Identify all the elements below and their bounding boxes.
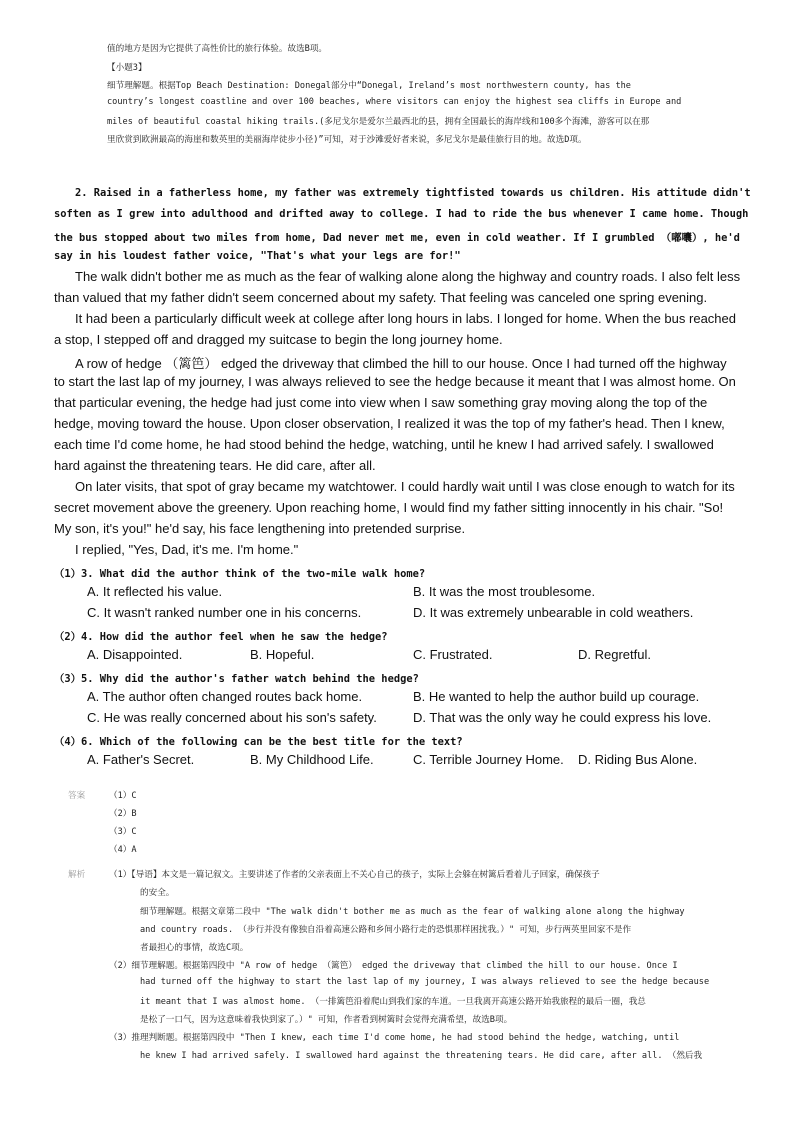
question-stem: （3）5. Why did the author's father watch behind the hedge? [54, 673, 419, 685]
explanation-line: miles of beautiful coastal hiking trails.(多尼戈尔是爱尔兰最西北的县，拥有全国最长的海岸线和100多个海滩，游客可以在那 [107, 117, 650, 127]
analysis-line: 细节理解题。根据文章第二段中 "The walk didn't bother me as much as the fear of walking alone along the highway [140, 907, 685, 917]
passage-line: The walk didn't bother me as much as the fear of walking alone along the highway and country roads. I also felt less [75, 269, 741, 284]
option-b[interactable]: B. He wanted to help the author build up courage. [413, 689, 700, 704]
analysis-line: had turned off the highway to start the last lap of my journey, I was always relieved to see the hedge because [140, 977, 710, 987]
passage-line: On later visits, that spot of gray became my watchtower. I could hardly wait until I was close enough to watch for its [75, 479, 735, 494]
passage-line: A row of hedge （篱笆） edged the driveway that climbed the hill to our house. Once I had turned off the highway [75, 356, 727, 371]
explanation-line: 值的地方是因为它提供了高性价比的旅行体验。故选B项。 [107, 44, 328, 54]
option-d[interactable]: D. It was extremely unbearable in cold weathers. [413, 605, 694, 620]
passage-line: to start the last lap of my journey, I was always relieved to see the hedge because it meant that I was almost home. On [54, 374, 736, 389]
option-b[interactable]: B. Hopeful. [250, 647, 315, 662]
option-a[interactable]: A. Disappointed. [87, 647, 183, 662]
explanation-line: 里欣赏到欧洲最高的海崖和数英里的美丽海岸徒步小径)”可知，对于沙滩爱好者来说，多尼戈尔是最佳旅行目的地。故选D项。 [107, 135, 587, 145]
option-b[interactable]: B. It was the most troublesome. [413, 584, 596, 599]
analysis-line: and country roads. （步行并没有像独自沿着高速公路和乡间小路行走的恐惧那样困扰我。）" 可知，步行两英里回家不是作 [140, 925, 632, 935]
question-stem: （4）6. Which of the following can be the best title for the text? [54, 736, 463, 748]
analysis-line: （2）细节理解题。根据第四段中 "A row of hedge （篱笆） edged the driveway that climbed the hill to our house. Once I [109, 961, 678, 971]
analysis-line: 的安全。 [140, 888, 175, 898]
answer-item: （2）B [109, 809, 137, 819]
option-c[interactable]: C. It wasn't ranked number one in his concerns. [87, 605, 362, 620]
option-c[interactable]: C. Frustrated. [413, 647, 493, 662]
analysis-label: 解析 [68, 870, 86, 880]
passage-intro-line: say in his loudest father voice, "That's what your legs are for!" [54, 250, 461, 262]
passage-line: a stop, I stepped off and dragged my suitcase to begin the long journey home. [54, 332, 503, 347]
option-b[interactable]: B. My Childhood Life. [250, 752, 374, 767]
analysis-line: （3）推理判断题。根据第四段中 "Then I knew, each time I'd come home, he had stood behind the hedge, watching, until [109, 1033, 680, 1043]
option-d[interactable]: D. That was the only way he could express his love. [413, 710, 712, 725]
option-d[interactable]: D. Riding Bus Alone. [578, 752, 698, 767]
passage-intro-line: soften as I grew into adulthood and drifted away to college. I had to ride the bus whenever I came home. Though [54, 208, 749, 220]
question-stem: （2）4. How did the author feel when he saw the hedge? [54, 631, 388, 643]
option-a[interactable]: A. Father's Secret. [87, 752, 195, 767]
explanation-line: 细节理解题。根据Top Beach Destination: Donegal部分中“Donegal, Ireland’s most northwestern county, has the [107, 81, 631, 91]
answer-item: （3）C [109, 827, 137, 837]
analysis-line: （1）【导语】本文是一篇记叙文。主要讲述了作者的父亲表面上不关心自己的孩子，实际上会躲在树篱后看着儿子回家，确保孩子 [109, 870, 600, 880]
passage-line: hedge, moving toward the house. Upon closer observation, I realized it was the top of my father's head. Then I knew, [54, 416, 725, 431]
analysis-line: 是松了一口气，因为这意味着我快到家了。）" 可知，作者看到树篱时会觉得充满希望，故选B项。 [140, 1015, 513, 1025]
passage-line: It had been a particularly difficult week at college after long hours in labs. I longed for home. When the bus reached [75, 311, 736, 326]
option-d[interactable]: D. Regretful. [578, 647, 651, 662]
option-a[interactable]: A. It reflected his value. [87, 584, 223, 599]
analysis-line: he knew I had arrived safely. I swallowed hard against the threatening tears. He did care, after all. （然后我 [140, 1051, 703, 1061]
answer-label: 答案 [68, 791, 86, 801]
option-c[interactable]: C. Terrible Journey Home. [413, 752, 564, 767]
passage-intro-line: the bus stopped about two miles from home, Dad never met me, even in cold weather. If I grumbled （嘟囔）, he'd [54, 232, 740, 244]
passage-line: than valued that my father didn't seem concerned about my safety. That feeling was canceled one spring evening. [54, 290, 708, 305]
passage-intro-line: 2. Raised in a fatherless home, my father was extremely tightfisted towards us children. His attitude didn't [75, 187, 751, 199]
option-c[interactable]: C. He was really concerned about his son's safety. [87, 710, 377, 725]
passage-line: each time I'd come home, he had stood behind the hedge, watching, until he knew I had arrived safely. I swallowed [54, 437, 714, 452]
passage-line: hard against the threatening tears. He did care, after all. [54, 458, 376, 473]
passage-line: I replied, "Yes, Dad, it's me. I'm home." [75, 542, 299, 557]
answer-item: （4）A [109, 845, 137, 855]
passage-line: secret movement above the greenery. Upon reaching home, I would find my father sitting innocently in his chair. "So! [54, 500, 724, 515]
option-a[interactable]: A. The author often changed routes back home. [87, 689, 363, 704]
analysis-line: 者最担心的事情，故选C项。 [140, 943, 249, 953]
explanation-line: country’s longest coastline and over 100 beaches, where visitors can enjoy the highest sea cliffs in Europe and [107, 97, 682, 107]
answer-item: （1）C [109, 791, 137, 801]
analysis-line: it meant that I was almost home. （一排篱笆沿着爬山到我们家的车道。一旦我离开高速公路开始我旅程的最后一圈，我总 [140, 997, 646, 1007]
sub-question-label: 【小题3】 [107, 63, 147, 73]
question-stem: （1）3. What did the author think of the two-mile walk home? [54, 568, 426, 580]
passage-line: that particular evening, the hedge had just come into view when I saw something gray moving along the top of the [54, 395, 708, 410]
passage-line: My son, it's you!" he'd say, his face lengthening into pretended surprise. [54, 521, 466, 536]
